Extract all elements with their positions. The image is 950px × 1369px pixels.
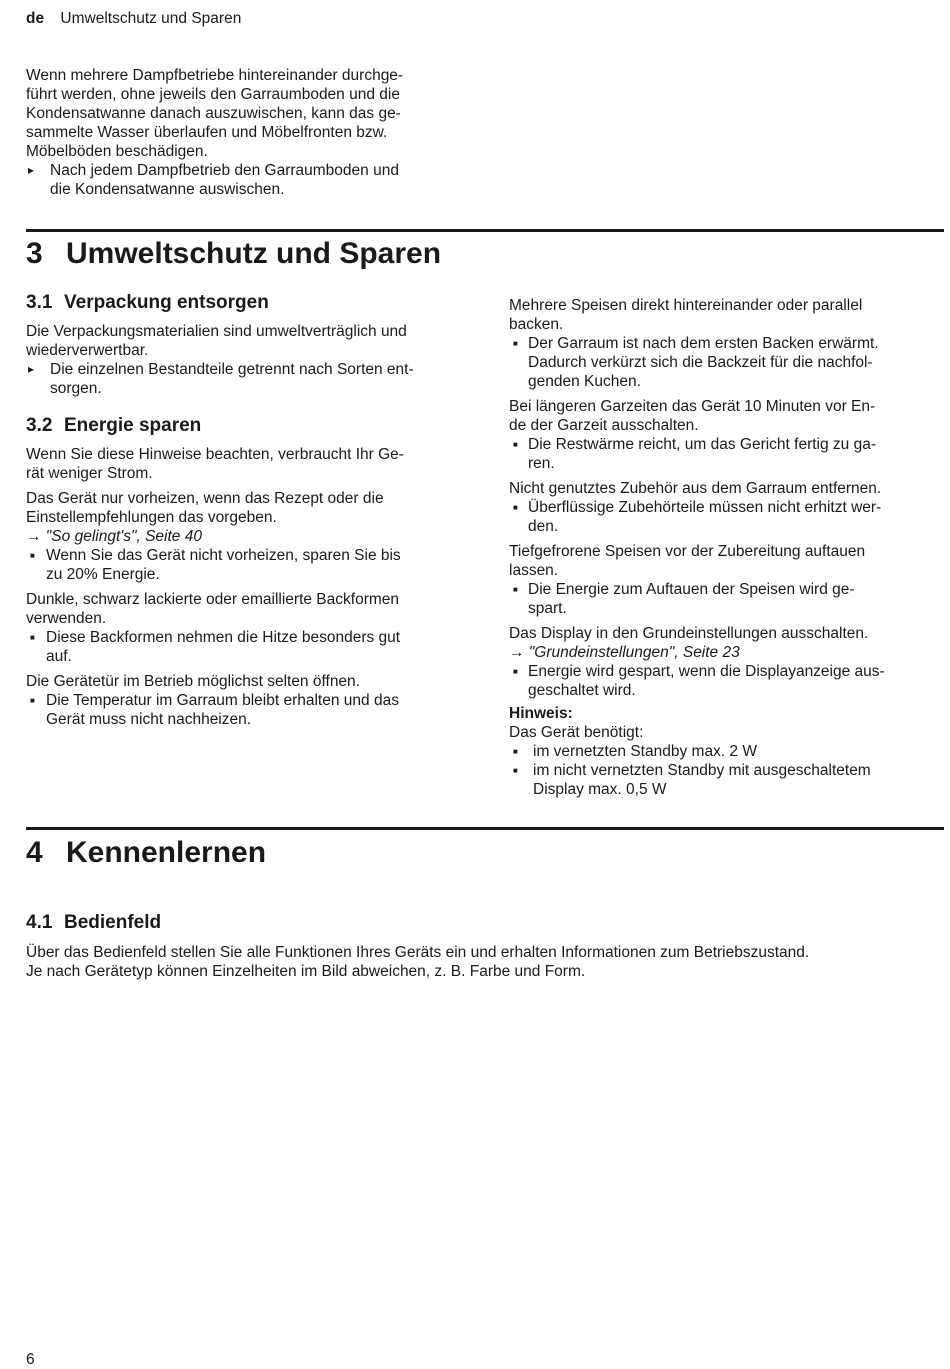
section-title: Energie sparen xyxy=(64,415,202,436)
intro-block xyxy=(26,66,466,199)
paragraph xyxy=(26,445,466,483)
paragraph xyxy=(509,397,939,435)
text-line: Wenn mehrere Dampfbetriebe hintereinander durchge- xyxy=(26,67,404,84)
section-4-1-heading xyxy=(26,911,936,935)
paragraph xyxy=(509,542,939,580)
paragraph xyxy=(26,672,466,691)
text-line: genden Kuchen. xyxy=(528,373,641,390)
text-line: sorgen. xyxy=(50,380,102,397)
text-line: Die Verpackungsmaterialien sind umweltverträglich und xyxy=(26,323,407,340)
text-line: ■ Die Restwärme reicht, um das Gericht fertig zu ga- xyxy=(528,436,877,453)
text-line: Je nach Gerätetyp können Einzelheiten im Bild abweichen, z. B. Farbe und Form. xyxy=(26,963,586,980)
page-number: 6 xyxy=(26,1351,35,1368)
page-header xyxy=(26,9,241,28)
text-line: Display max. 0,5 W xyxy=(533,781,667,798)
text-line: Dadurch verkürzt sich die Backzeit für die nachfol- xyxy=(528,354,873,371)
header-lang: de xyxy=(26,10,45,27)
text-line: verwenden. xyxy=(26,610,107,627)
bullet-item xyxy=(26,691,466,729)
text-line: führt werden, ohne jeweils den Garraumboden und die xyxy=(26,86,400,103)
paragraph xyxy=(509,479,939,498)
chapter-number: 4 xyxy=(26,836,43,869)
text-line: ■ Überflüssige Zubehörteile müssen nicht erhitzt wer- xyxy=(528,499,882,516)
chapter-divider xyxy=(26,827,944,830)
text-line: Das Gerät nur vorheizen, wenn das Rezept oder die xyxy=(26,490,384,507)
section-number: 3.2 xyxy=(26,415,53,436)
intro-text xyxy=(26,66,466,161)
text-line: Gerät muss nicht nachheizen. xyxy=(46,711,252,728)
chapter-divider xyxy=(26,229,944,232)
text-line: lassen. xyxy=(509,562,559,579)
section-number: 3.1 xyxy=(26,292,53,313)
text-line: zu 20% Energie. xyxy=(46,566,160,583)
bullet-item xyxy=(509,334,939,391)
text-line: ■ Wenn Sie das Gerät nicht vorheizen, sparen Sie bis xyxy=(46,547,401,564)
text-line: Kondensatwanne danach auszuwischen, kann das ge- xyxy=(26,105,401,122)
text-line: ■ Die Energie zum Auftauen der Speisen wird ge- xyxy=(528,581,855,598)
text-line: die Kondensatwanne auswischen. xyxy=(50,181,285,198)
paragraph xyxy=(509,624,939,643)
text-line: wiederverwertbar. xyxy=(26,342,149,359)
text-line: ▸ Die einzelnen Bestandteile getrennt nach Sorten ent- xyxy=(50,361,414,378)
text-line: backen. xyxy=(509,316,564,333)
bullet-item xyxy=(509,580,939,618)
bullet-item xyxy=(509,761,939,799)
text-line: spart. xyxy=(528,600,567,617)
text-line: Mehrere Speisen direkt hintereinander oder parallel xyxy=(509,297,863,314)
text-line: Wenn Sie diese Hinweise beachten, verbraucht Ihr Ge- xyxy=(26,446,404,463)
text-line: ■ Der Garraum ist nach dem ersten Backen erwärmt. xyxy=(528,335,879,352)
intro-step xyxy=(26,161,466,199)
text-line: den. xyxy=(528,518,559,535)
text-line: ■ Diese Backformen nehmen die Hitze besonders gut xyxy=(46,629,401,646)
bullet-item xyxy=(509,742,939,761)
paragraph xyxy=(509,296,939,334)
section-4-1 xyxy=(26,911,936,981)
text-line: Nicht genutztes Zubehör aus dem Garraum entfernen. xyxy=(509,480,882,497)
text-line: ren. xyxy=(528,455,555,472)
text-line: Über das Bedienfeld stellen Sie alle Funktionen Ihres Geräts ein und erhalten Informationen zum Betriebszustand. xyxy=(26,944,810,961)
right-column xyxy=(509,296,939,799)
text-line: de der Garzeit ausschalten. xyxy=(509,417,699,434)
bullet-item xyxy=(26,546,466,584)
header-title: Umweltschutz und Sparen xyxy=(60,10,242,27)
chapter-4-heading xyxy=(26,835,266,871)
text-line: geschaltet wird. xyxy=(528,682,636,699)
text-line: Das Display in den Grundeinstellungen ausschalten. xyxy=(509,625,869,642)
text-line: ▸ Nach jedem Dampfbetrieb den Garraumboden und xyxy=(50,162,399,179)
bullet-item xyxy=(26,628,466,666)
bullet-item xyxy=(509,435,939,473)
section-title: Verpackung entsorgen xyxy=(64,292,269,313)
text-line: sammelte Wasser überlaufen und Möbelfronten bzw. xyxy=(26,124,388,141)
chapter-title: Kennenlernen xyxy=(66,836,267,869)
hint-label: Hinweis: xyxy=(509,705,573,722)
text-line: ■ im vernetzten Standby max. 2 W xyxy=(533,743,757,760)
hint-text: Das Gerät benötigt: xyxy=(509,724,644,741)
text-line: auf. xyxy=(46,648,72,665)
text-line: ■ Die Temperatur im Garraum bleibt erhalten und das xyxy=(46,692,399,709)
text-line: ■ im nicht vernetzten Standby mit ausgeschaltetem xyxy=(533,762,871,779)
chapter-title: Umweltschutz und Sparen xyxy=(66,237,442,270)
bullet-item xyxy=(509,498,939,536)
paragraph xyxy=(26,489,466,527)
step-item xyxy=(26,360,466,398)
section-title: Bedienfeld xyxy=(64,912,162,933)
text-line: Möbelböden beschädigen. xyxy=(26,143,208,160)
chapter-3-heading xyxy=(26,236,441,272)
left-column xyxy=(26,291,466,729)
paragraph xyxy=(26,322,466,360)
paragraph xyxy=(26,943,936,981)
chapter-number: 3 xyxy=(26,237,43,270)
paragraph xyxy=(26,590,466,628)
text-line: Einstellempfehlungen das vorgeben. xyxy=(26,509,277,526)
cross-reference-link[interactable]: → "Grundeinstellungen", Seite 23 xyxy=(509,644,740,661)
section-3-2-heading xyxy=(26,414,466,438)
cross-reference-link[interactable]: → "So gelingt's", Seite 40 xyxy=(26,528,202,545)
bullet-item xyxy=(509,662,939,700)
section-number: 4.1 xyxy=(26,912,53,933)
text-line: Die Gerätetür im Betrieb möglichst selten öffnen. xyxy=(26,673,360,690)
text-line: rät weniger Strom. xyxy=(26,465,153,482)
text-line: Dunkle, schwarz lackierte oder emaillierte Backformen xyxy=(26,591,400,608)
section-3-1-heading xyxy=(26,291,466,315)
text-line: Bei längeren Garzeiten das Gerät 10 Minuten vor En- xyxy=(509,398,876,415)
text-line: ■ Energie wird gespart, wenn die Displayanzeige aus- xyxy=(528,663,885,680)
text-line: Tiefgefrorene Speisen vor der Zubereitung auftauen xyxy=(509,543,866,560)
